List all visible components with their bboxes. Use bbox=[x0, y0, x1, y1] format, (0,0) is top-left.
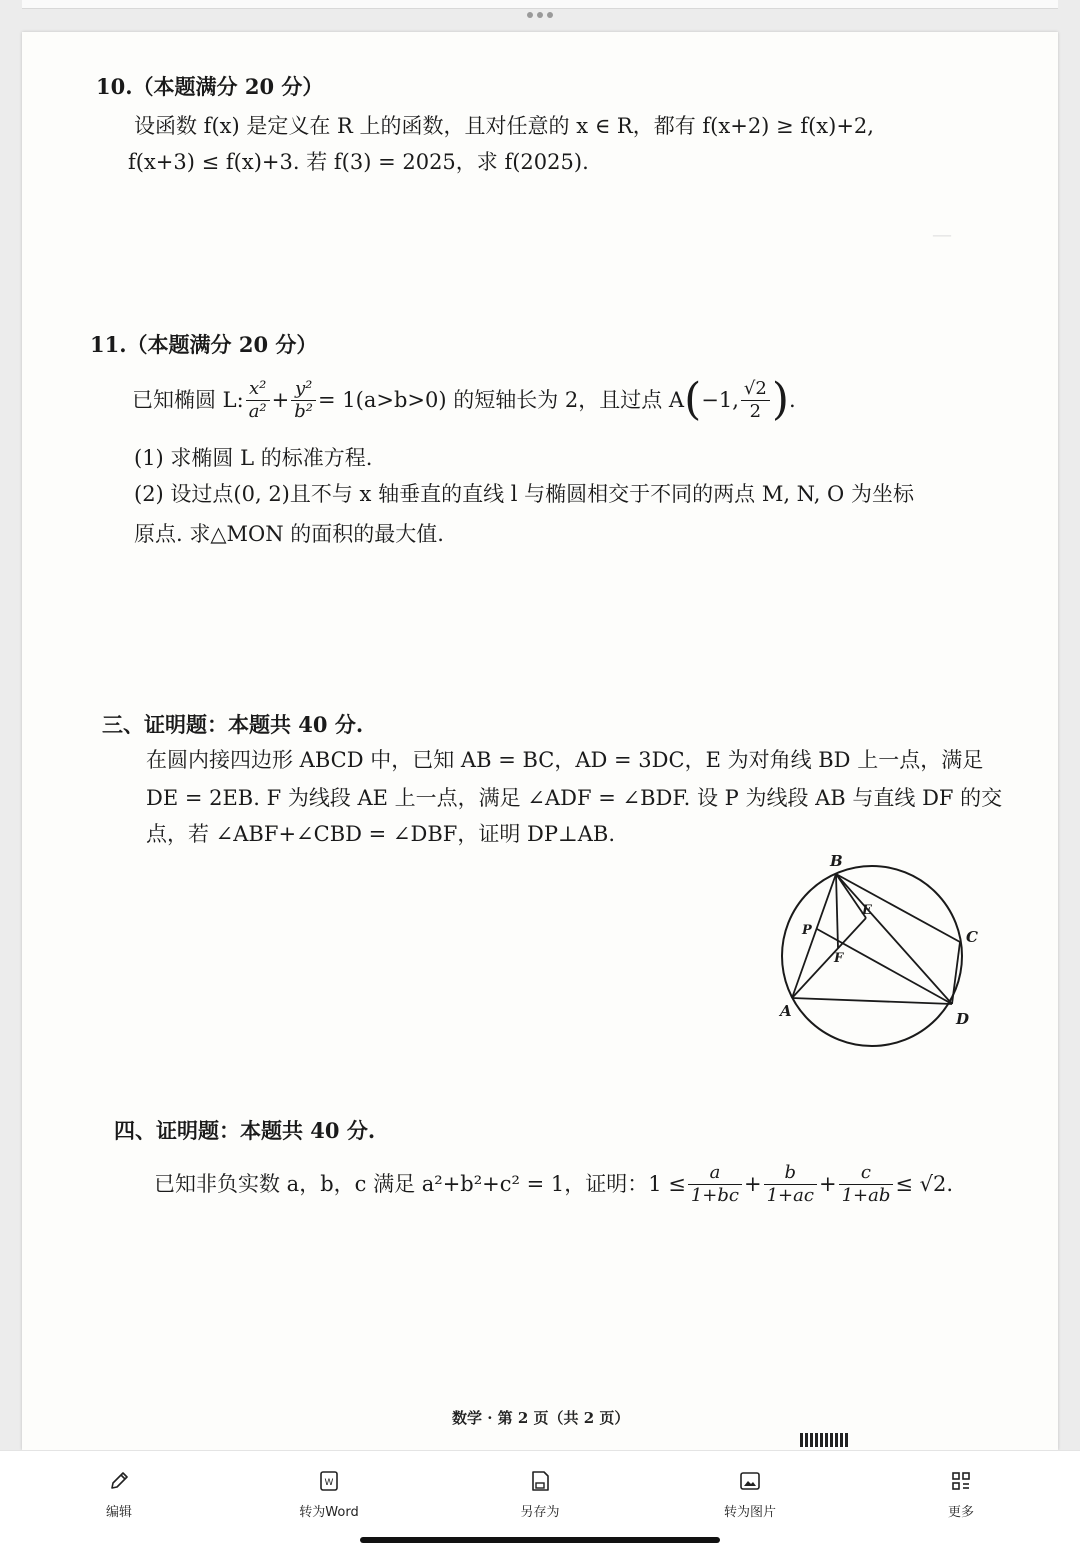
sec3-line3: 点，若 ∠ABF+∠CBD = ∠DBF，证明 DP⊥AB. bbox=[146, 822, 616, 846]
point-label-e: E bbox=[862, 903, 872, 918]
save-as-button[interactable] bbox=[490, 1469, 590, 1520]
point-label-c: C bbox=[966, 928, 978, 946]
more-grid-icon bbox=[949, 1469, 973, 1493]
frac-denominator: 2 bbox=[749, 400, 762, 422]
frac-numerator: y² bbox=[291, 378, 316, 401]
save-icon bbox=[528, 1469, 552, 1493]
q10-header: 10.（本题满分 20 分） bbox=[96, 74, 324, 99]
frac-numerator: a bbox=[688, 1162, 742, 1185]
ellipse-frac-x bbox=[246, 378, 270, 423]
q11-intro-before: 已知椭圆 L: bbox=[132, 387, 244, 412]
frac-numerator: √2 bbox=[741, 378, 770, 401]
bleed-through-text: — bbox=[932, 222, 952, 246]
sec3-line2: DE = 2EB. F 为线段 AE 上一点，满足 ∠ADF = ∠BDF. 设 P 为线段 AB 与直线 DF 的交 bbox=[146, 786, 1003, 810]
right-paren: ) bbox=[771, 374, 790, 425]
point-label-f: F bbox=[834, 951, 844, 966]
sec4-text-before: 已知非负实数 a，b，c 满足 a²+b²+c² = 1，证明：1 ≤ bbox=[154, 1171, 686, 1196]
frac-denominator: 1+ab bbox=[841, 1184, 891, 1206]
point-label-p: P bbox=[802, 923, 812, 938]
document-page bbox=[22, 32, 1058, 1450]
edit-label: 编辑 bbox=[105, 1505, 132, 1520]
convert-to-image-label: 转为图片 bbox=[723, 1505, 776, 1520]
point-y-frac bbox=[741, 378, 770, 423]
sec4-inequality bbox=[154, 1156, 953, 1212]
point-x: −1, bbox=[701, 387, 739, 412]
geometry-figure bbox=[772, 852, 982, 1052]
image-icon bbox=[738, 1469, 762, 1493]
convert-to-word-button[interactable] bbox=[279, 1469, 379, 1520]
q10-line2: f(x+3) ≤ f(x)+3. 若 f(3) = 2025，求 f(2025). bbox=[128, 150, 589, 174]
sec4-header: 四、证明题：本题共 40 分. bbox=[114, 1118, 376, 1143]
frac-denominator: a² bbox=[248, 400, 267, 422]
qr-code bbox=[800, 1433, 848, 1447]
drag-handle[interactable] bbox=[525, 11, 555, 19]
q11-intro-mid: = 1(a>b>0) 的短轴长为 2，且过点 A bbox=[318, 387, 685, 412]
q11-intro-end: . bbox=[789, 387, 796, 412]
plus-sign: + bbox=[744, 1171, 762, 1196]
home-indicator[interactable] bbox=[360, 1537, 720, 1543]
frac-numerator: b bbox=[764, 1162, 817, 1185]
plus-sign: + bbox=[818, 1171, 837, 1196]
frac-denominator: 1+bc bbox=[690, 1184, 739, 1206]
frac-denominator: b² bbox=[294, 400, 314, 422]
svg-text:W: W bbox=[324, 1478, 334, 1488]
left-paren: ( bbox=[684, 374, 702, 425]
more-label: 更多 bbox=[947, 1505, 974, 1520]
plus-sign: + bbox=[271, 387, 290, 412]
previous-page-edge bbox=[22, 0, 1058, 9]
more-button[interactable] bbox=[911, 1469, 1011, 1520]
frac-numerator: x² bbox=[246, 378, 270, 401]
edit-button[interactable] bbox=[69, 1469, 169, 1520]
point-label-d: D bbox=[956, 1010, 970, 1028]
point-label-b: B bbox=[830, 852, 843, 870]
page-footer: 数学 · 第 2 页（共 2 页） bbox=[452, 1409, 630, 1427]
q11-header: 11.（本题满分 20 分） bbox=[90, 332, 318, 357]
convert-to-image-button[interactable] bbox=[700, 1469, 800, 1520]
q11-intro bbox=[132, 370, 796, 430]
ineq-frac-c bbox=[839, 1162, 894, 1207]
word-file-icon bbox=[317, 1469, 341, 1493]
sec3-line1: 在圆内接四边形 ABCD 中，已知 AB = BC，AD = 3DC，E 为对角线 BD 上一点，满足 bbox=[146, 748, 984, 772]
save-as-label: 另存为 bbox=[520, 1505, 560, 1520]
figure-lines bbox=[792, 874, 960, 1004]
frac-denominator: 1+ac bbox=[766, 1184, 814, 1206]
ineq-frac-a bbox=[688, 1162, 742, 1207]
edit-pencil-icon bbox=[107, 1469, 131, 1493]
ellipse-frac-y bbox=[291, 378, 316, 423]
frac-numerator: c bbox=[839, 1162, 894, 1185]
convert-to-word-label: 转为Word bbox=[299, 1505, 359, 1520]
sec4-text-after: ≤ √2. bbox=[895, 1171, 954, 1196]
sec3-header: 三、证明题：本题共 40 分. bbox=[102, 712, 364, 737]
q11-part1: (1) 求椭圆 L 的标准方程. bbox=[134, 446, 373, 470]
point-label-a: A bbox=[780, 1002, 792, 1020]
q11-part2-line1: (2) 设过点(0, 2)且不与 x 轴垂直的直线 l 与椭圆相交于不同的两点 M, N, O 为坐标 bbox=[134, 482, 914, 506]
ineq-frac-b bbox=[764, 1162, 817, 1207]
q10-line1: 设函数 f(x) 是定义在 R 上的函数，且对任意的 x ∈ R，都有 f(x+2) ≥ f(x)+2, bbox=[134, 114, 874, 138]
q11-part2-line2: 原点. 求△MON 的面积的最大值. bbox=[134, 522, 444, 546]
